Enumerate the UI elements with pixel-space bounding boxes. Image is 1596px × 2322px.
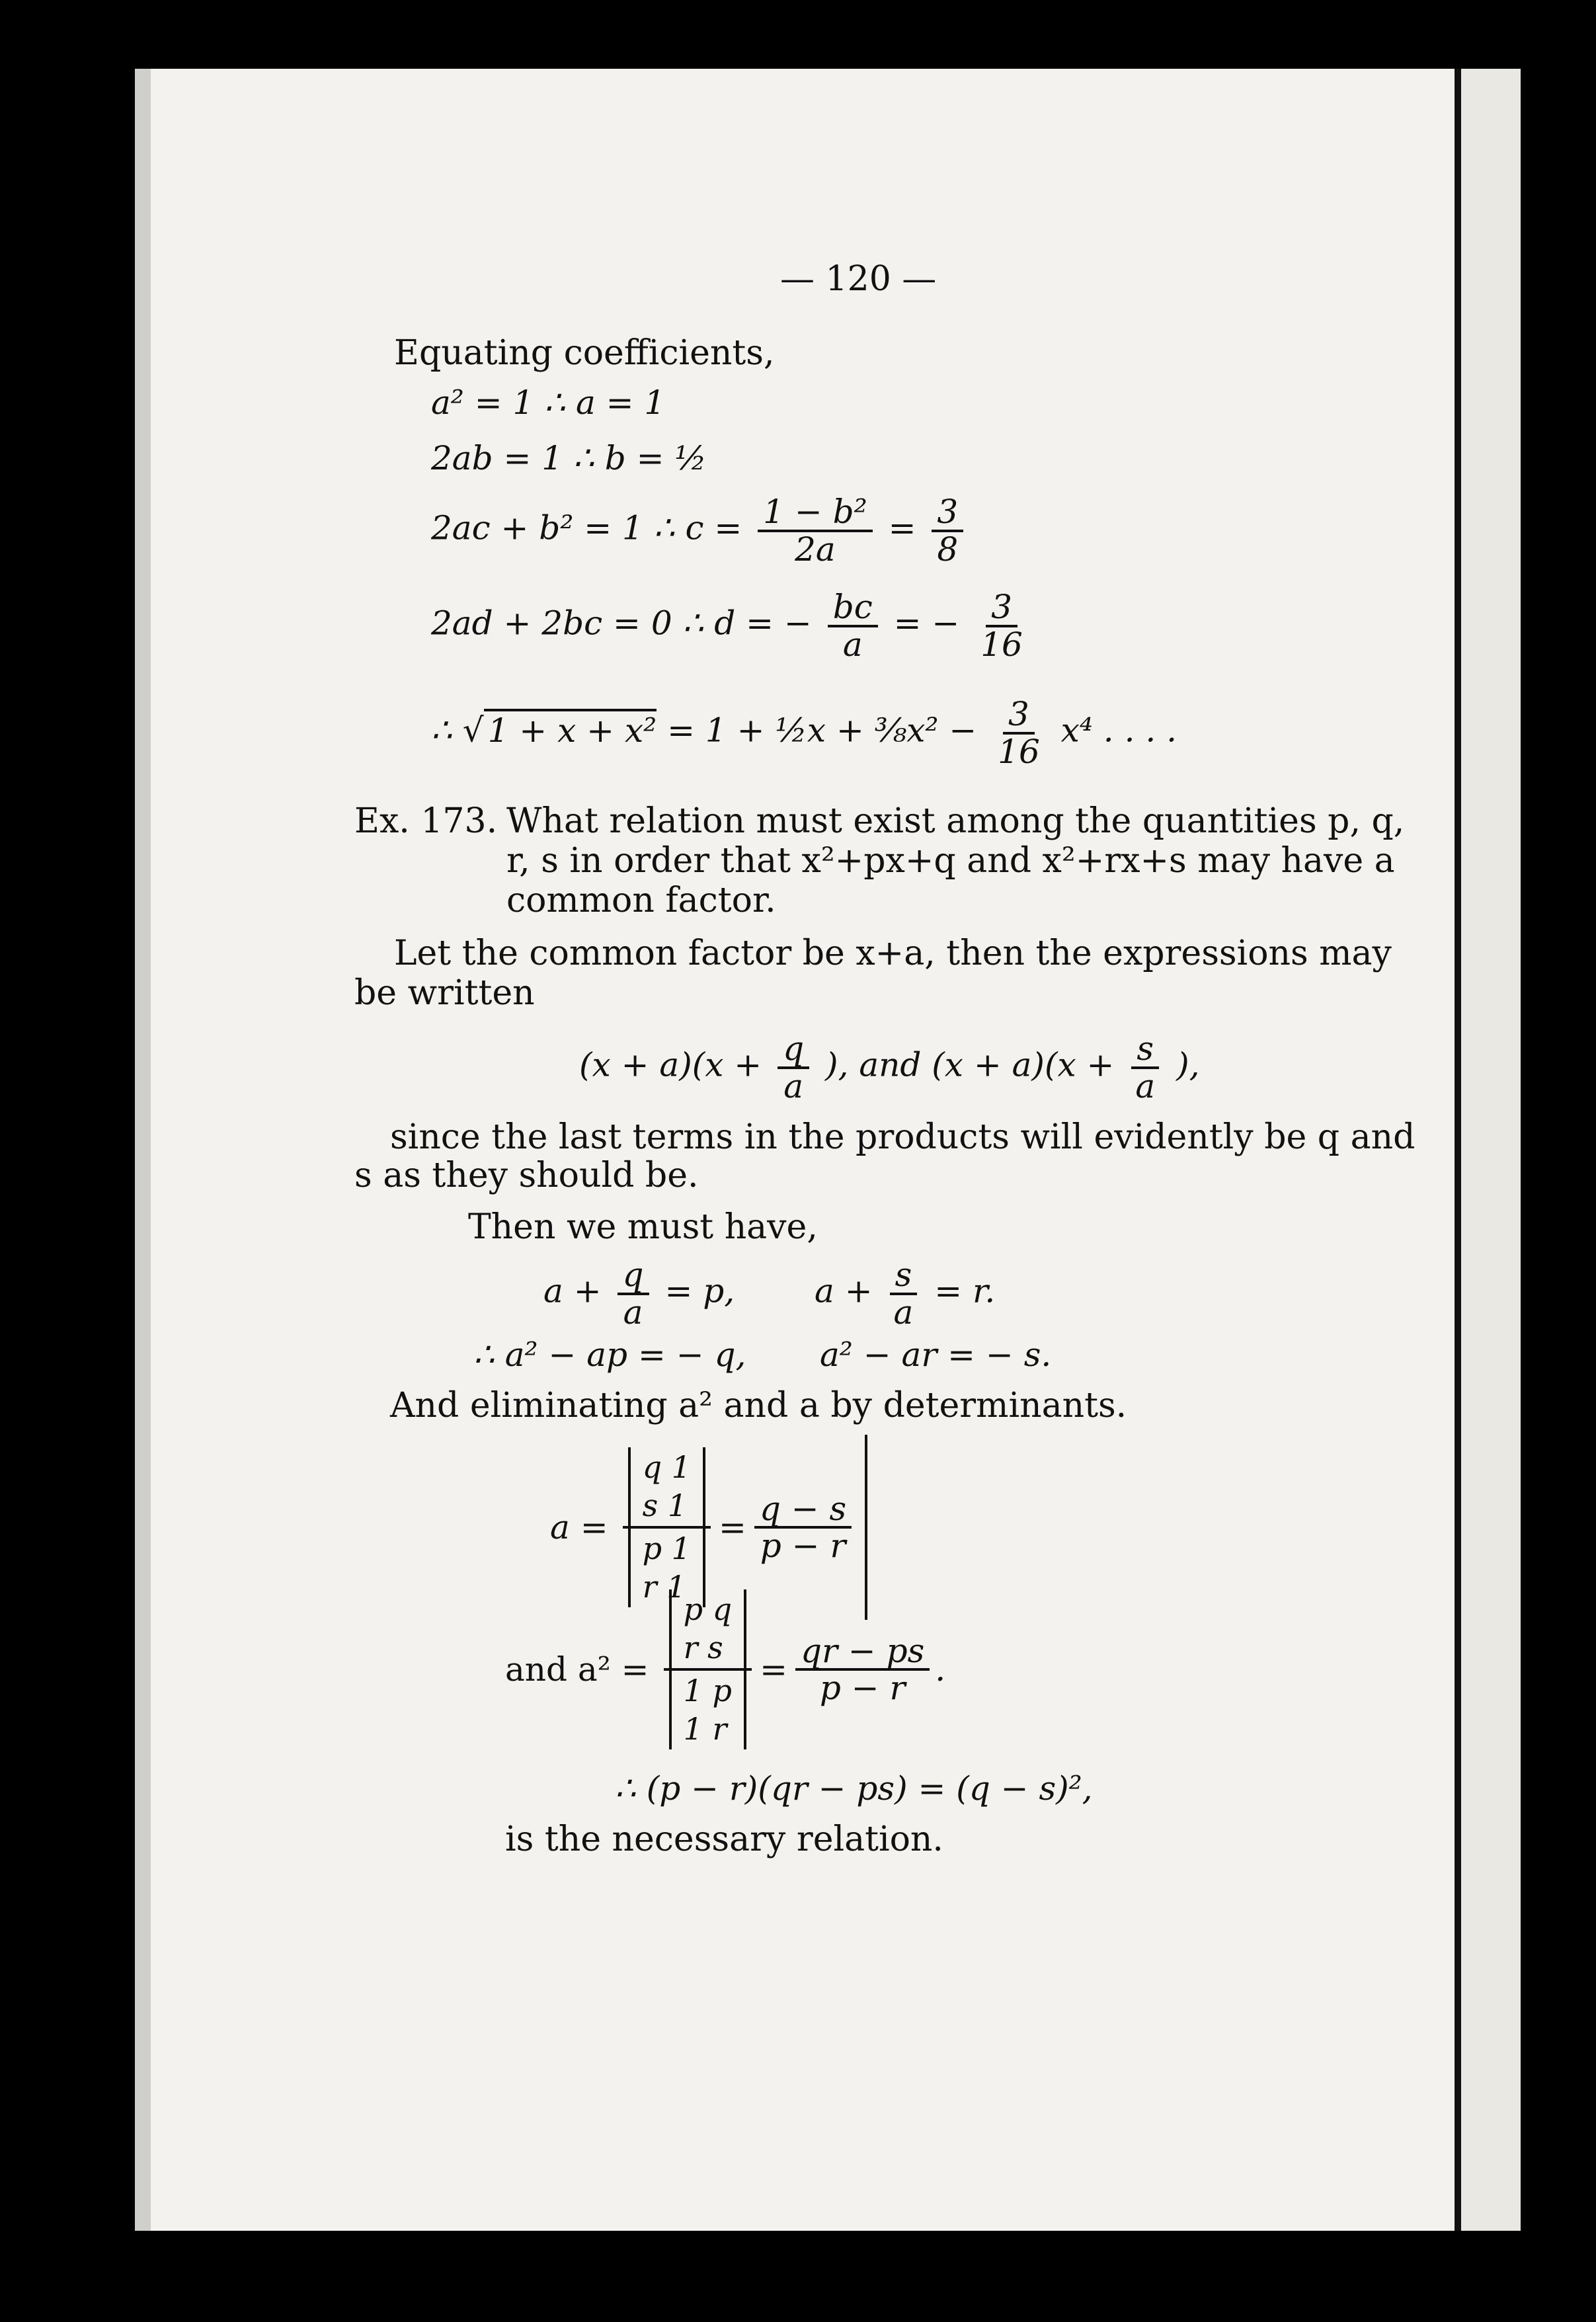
paragraph-1-line-2: be written	[354, 973, 535, 1013]
final-text: is the necessary relation.	[505, 1820, 943, 1859]
paragraph-3: Then we must have,	[468, 1207, 818, 1247]
factored-expressions: (x + a)(x + $\frac{q}{a}$ ), and (x + a)(x + $\frac{s}{a}$ ),	[579, 1029, 1200, 1105]
det-a-denominator: p 1 r 1	[628, 1529, 705, 1607]
paragraph-4: And eliminating a² and a by determinants.	[390, 1386, 1127, 1425]
example-line-3: common factor.	[506, 881, 776, 920]
determinant-a: a = q 1 s 1 p 1 r 1 = $\frac{q - s}{p - r}$	[550, 1435, 867, 1620]
page-number: — 120 —	[780, 259, 937, 299]
det-a2-numerator: p q r s	[669, 1589, 747, 1668]
paragraph-1-line-1: Let the common factor be x+a, then the expressions may	[394, 934, 1392, 973]
intro-text: Equating coefficients,	[394, 333, 775, 373]
sqrt-expansion: ∴ √ 1 + x + x² = 1 + ½x + ⅜x² − $\frac{3}{16}$ x⁴ . . . .	[431, 695, 1177, 771]
facing-page-edge	[1461, 69, 1521, 2231]
example-label: Ex. 173.	[354, 801, 498, 841]
det-a-numerator: q 1 s 1	[628, 1447, 705, 1526]
page-gutter	[135, 69, 151, 2231]
equation-3: 2ac + b² = 1 ∴ c = $\frac{\text{1 − b²}}{2a}$ = $\frac{3}{8}$	[431, 495, 969, 567]
paragraph-2-line-2: s as they should be.	[354, 1156, 699, 1195]
det-a2-denominator: 1 p 1 r	[669, 1671, 746, 1749]
system-eq-2-left: ∴ a² − ap = − q,	[473, 1336, 746, 1374]
system-eq-1-right: a + $\frac{s}{a}$ = r.	[815, 1256, 996, 1332]
page-divider	[1455, 69, 1461, 2231]
final-equation: ∴ (p − r)(qr − ps) = (q − s)²,	[615, 1769, 1093, 1808]
equation-2: 2ab = 1 ∴ b = ½	[431, 439, 707, 477]
equation-4: 2ad + 2bc = 0 ∴ d = − $\frac{bc}{a}$ = − $\frac{3}{16}$	[431, 588, 1023, 664]
system-eq-2-right: a² − ar = − s.	[820, 1336, 1052, 1374]
paragraph-2-line-1: since the last terms in the products will evidently be q and	[390, 1117, 1416, 1157]
equation-1: a² = 1 ∴ a = 1	[431, 383, 666, 422]
determinant-a-squared: and a² = p q r s 1 p 1 r = $\frac{qr - ps}{p - r}$ .	[505, 1589, 945, 1749]
system-eq-1-left: a + $\frac{q}{a}$ = p,	[543, 1256, 735, 1332]
example-line-2: r, s in order that x²+px+q and x²+rx+s may have a	[506, 841, 1395, 881]
example-line-1: What relation must exist among the quantities p, q,	[506, 801, 1405, 841]
